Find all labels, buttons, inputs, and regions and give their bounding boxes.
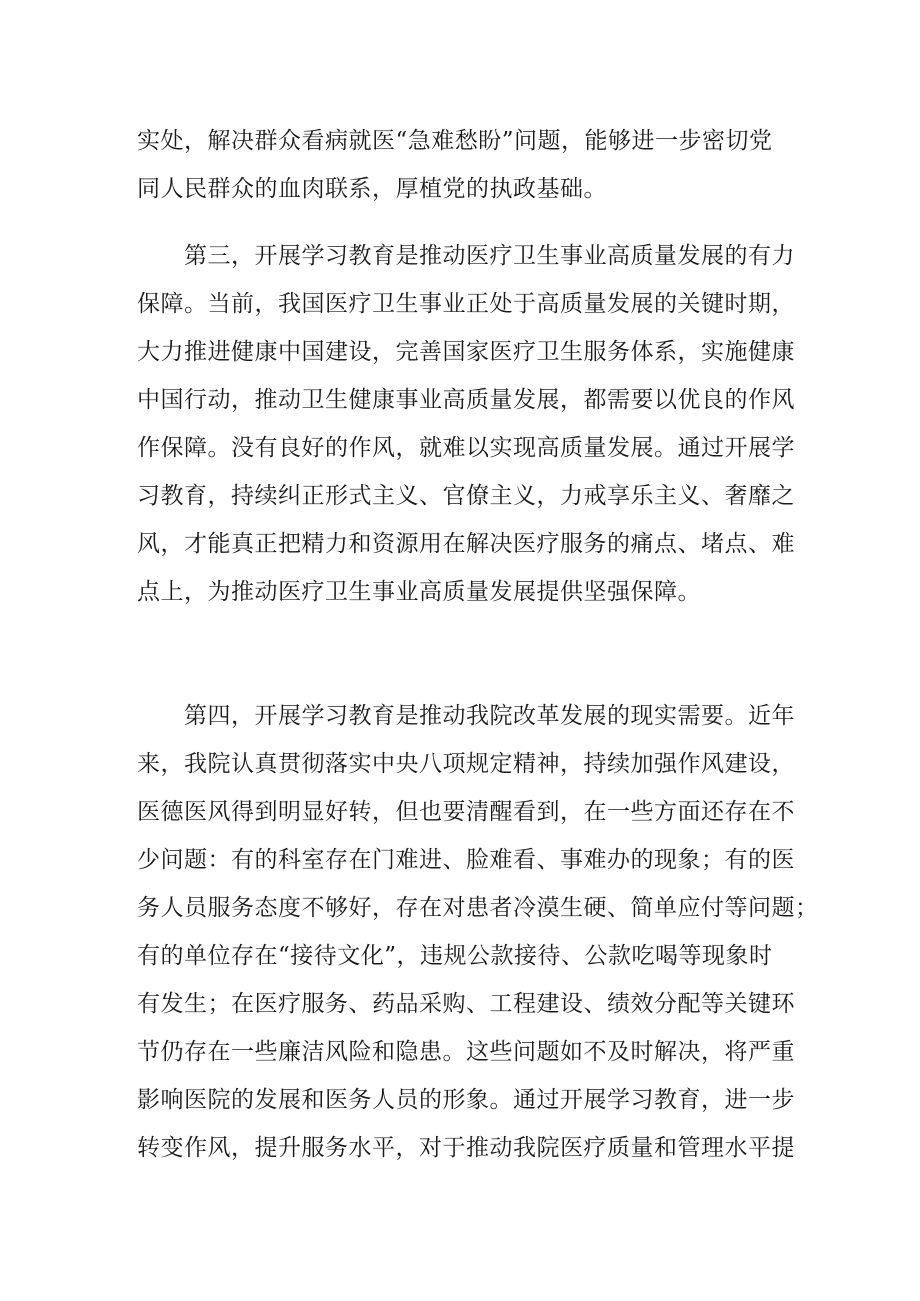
paragraph-fourth-point (137, 692, 819, 1172)
text-line: 点上，为推动医疗卫生事业高质量发展提供坚强保障。 (137, 579, 701, 605)
text-line: 实处，解决群众看病就医“急难愁盼”问题，能够进一步密切党 (137, 128, 773, 154)
text-line: 中国行动，推动卫生健康事业高质量发展，都需要以优良的作风 (137, 387, 795, 413)
text-line: 保障。当前，我国医疗卫生事业正处于高质量发展的关键时期， (137, 291, 795, 317)
text-line: 第四，开展学习教育是推动我院改革发展的现实需要。近年 (137, 703, 795, 729)
text-line: 来，我院认真贯彻落实中央八项规定精神，持续加强作风建设， (137, 751, 795, 777)
paragraph-continuation (137, 117, 797, 213)
text-line: 习教育，持续纠正形式主义、官僚主义，力戒享乐主义、奢靡之 (137, 483, 795, 509)
text-line: 有的单位存在“接待文化”，违规公款接待、公款吃喝等现象时 (137, 943, 773, 969)
text-line: 风，才能真正把精力和资源用在解决医疗服务的痛点、堵点、难 (137, 531, 795, 557)
text-line: 第三，开展学习教育是推动医疗卫生事业高质量发展的有力 (137, 243, 795, 269)
text-line: 节仍存在一些廉洁风险和隐患。这些问题如不及时解决，将严重 (137, 1039, 795, 1065)
text-line: 务人员服务态度不够好，存在对患者冷漠生硬、简单应付等问题； (137, 895, 819, 921)
text-line: 作保障。没有良好的作风，就难以实现高质量发展。通过开展学 (137, 435, 795, 461)
text-line: 大力推进健康中国建设，完善国家医疗卫生服务体系，实施健康 (137, 339, 795, 365)
text-line: 转变作风，提升服务水平，对于推动我院医疗质量和管理水平提 (137, 1135, 795, 1161)
paragraph-third-point (137, 232, 797, 616)
text-line: 医德医风得到明显好转，但也要清醒看到，在一些方面还存在不 (137, 799, 795, 825)
text-line: 同人民群众的血肉联系，厚植党的执政基础。 (137, 176, 607, 202)
text-line: 有发生；在医疗服务、药品采购、工程建设、绩效分配等关键环 (137, 991, 795, 1017)
text-line: 少问题：有的科室存在门难进、脸难看、事难办的现象；有的医 (137, 847, 795, 873)
text-line: 影响医院的发展和医务人员的形象。通过开展学习教育，进一步 (137, 1087, 795, 1113)
